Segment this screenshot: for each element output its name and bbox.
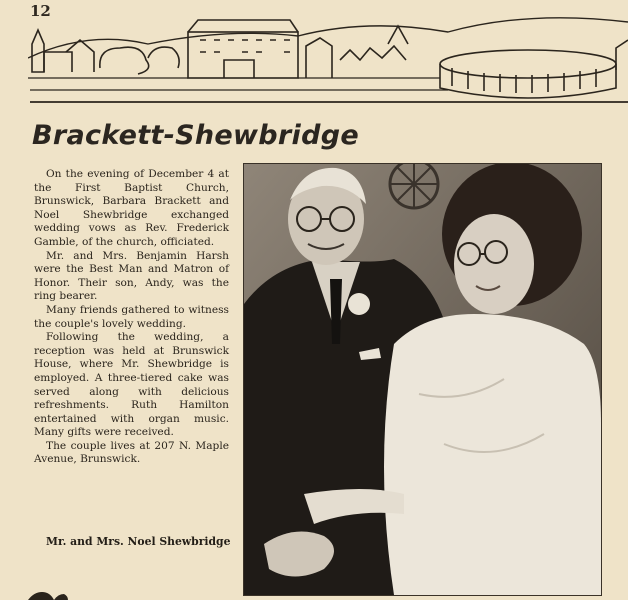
article-paragraph: On the evening of December 4 at the First Baptist Church, Brunswick, Barbara Brackett and Noel Shewbridge exchanged wedding vows as Rev. Frederick Gamble, of the church, officiated. [34, 168, 229, 248]
article-paragraph: Mr. and Mrs. Benjamin Harsh were the Best Man and Matron of Honor. Their son, Andy, was the ring bearer. [34, 249, 229, 303]
bleed-through-text [490, 114, 493, 124]
article-headline: Brackett-Shewbridge [32, 120, 359, 151]
page-number: 12 [30, 2, 51, 20]
article-paragraph: Following the wedding, a reception was held at Brunswick House, where Mr. Shewbridge is employed. A three-tiered cake was served along with delicious refreshments. Ruth Hamilton entertained with organ music. Many gifts were received. [34, 331, 229, 439]
bottom-edge-mark [28, 592, 68, 600]
town-skyline-masthead-illustration [28, 8, 628, 108]
article-paragraph: The couple lives at 207 N. Maple Avenue, Brunswick. [34, 439, 229, 466]
photo-caption: Mr. and Mrs. Noel Shewbridge [46, 535, 231, 548]
article-body [34, 168, 229, 467]
article-paragraph: Many friends gathered to witness the couple's lovely wedding. [34, 303, 229, 330]
wedding-couple-photo [243, 163, 602, 596]
